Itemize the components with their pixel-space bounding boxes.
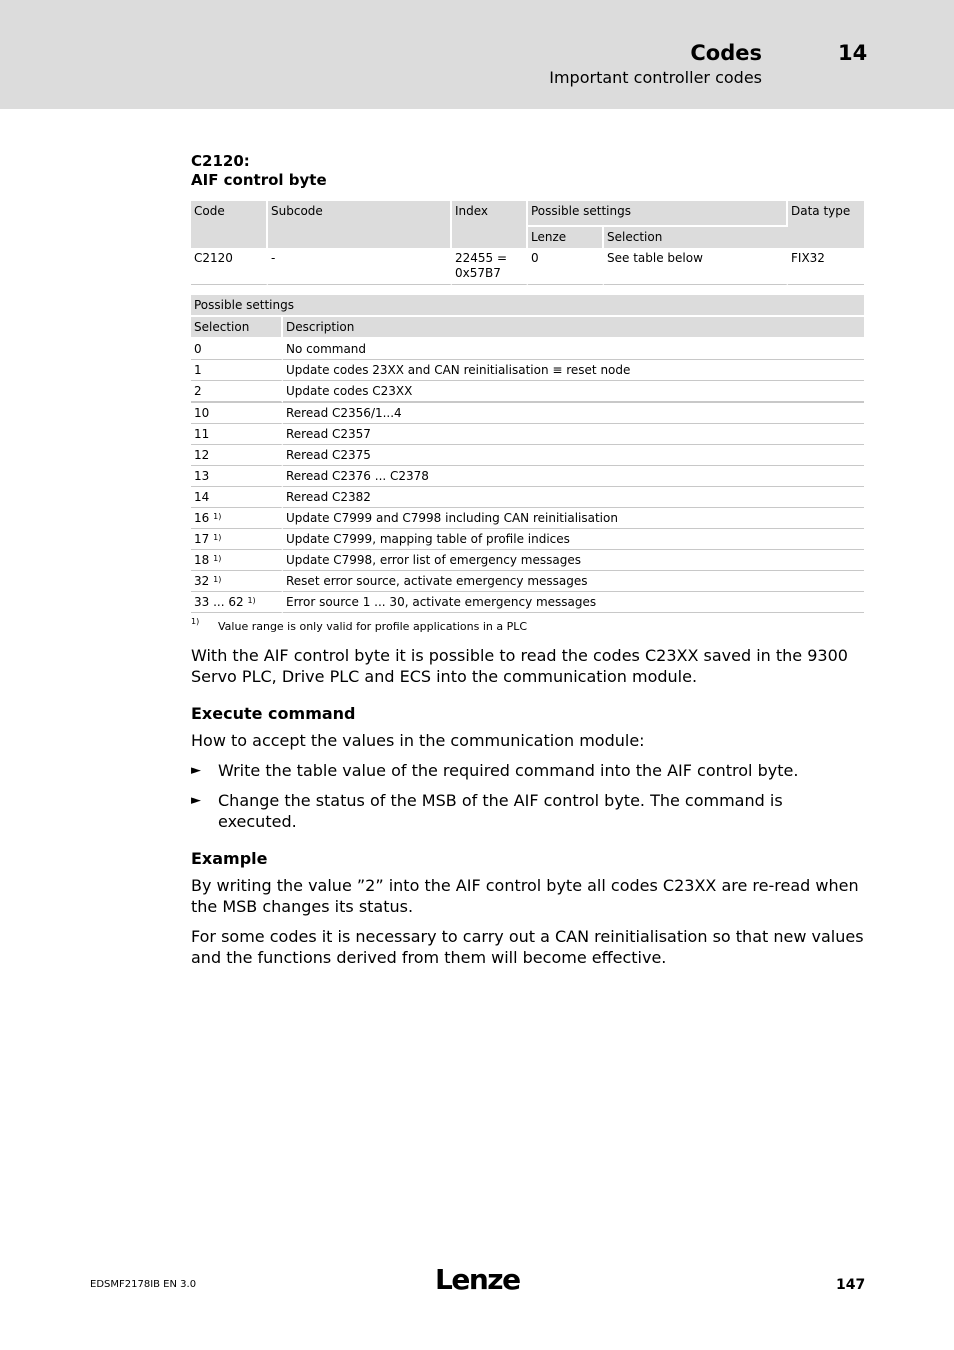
- col-data-type: Data type: [791, 204, 851, 218]
- footnote-ref: 1): [213, 575, 222, 584]
- cell-description: Update C7999 and C7998 including CAN reinitialisation: [283, 508, 864, 529]
- cell-description: Update C7998, error list of emergency messages: [283, 550, 864, 571]
- table-row: [191, 550, 864, 571]
- example-heading: Example: [191, 849, 268, 868]
- cell-code: C2120: [191, 248, 268, 285]
- cell-description: Update codes C23XX: [283, 381, 864, 403]
- settings-rows: [191, 339, 864, 613]
- settings-table-title: [191, 295, 864, 317]
- table-row: [191, 592, 864, 613]
- example-paragraph-2: For some codes it is necessary to carry out a CAN reinitialisation so that new values and the functions derived from them will become effective.: [191, 927, 864, 967]
- col-possible-settings: Possible settings: [528, 201, 788, 225]
- chapter-number: 14: [838, 41, 868, 65]
- selection-value: 11: [194, 427, 210, 441]
- selection-value: 13: [194, 469, 210, 483]
- code-title: [191, 152, 864, 190]
- bullet-arrow-icon: ►: [191, 763, 201, 778]
- bullet-arrow-icon: ►: [191, 793, 201, 808]
- cell-description: Reread C2382: [283, 487, 864, 508]
- table-row: [191, 445, 864, 466]
- cell-description: Reread C2357: [283, 424, 864, 445]
- bullet-item: [191, 790, 864, 832]
- code-title-line1: C2120:: [191, 152, 250, 170]
- footnote-text: Value range is only valid for profile applications in a PLC: [218, 620, 528, 633]
- cell-selection: [191, 403, 283, 424]
- cell-description: No command: [283, 339, 864, 360]
- settings-title: Possible settings: [191, 295, 864, 317]
- cell-selection: [191, 571, 283, 592]
- footnote-mark: 1): [191, 617, 200, 626]
- bullet-text: Change the status of the MSB of the AIF control byte. The command is executed.: [218, 791, 783, 831]
- bullet-text: Write the table value of the required command into the AIF control byte.: [218, 761, 799, 780]
- code-table-header: [191, 201, 864, 225]
- table-row: [191, 381, 864, 403]
- table-row: [191, 571, 864, 592]
- table-row: [191, 339, 864, 360]
- settings-table: [191, 295, 864, 613]
- cell-selection: [191, 424, 283, 445]
- cell-description: Reread C2376 ... C2378: [283, 466, 864, 487]
- table-row: [191, 403, 864, 424]
- table-row: [191, 424, 864, 445]
- cell-selection: See table below: [604, 248, 788, 285]
- example-paragraph-1: By writing the value ”2” into the AIF control byte all codes C23XX are re-read when the MSB changes its status.: [191, 876, 859, 916]
- selection-value: 12: [194, 448, 210, 462]
- cell-index-line1: 22455 =: [455, 251, 508, 265]
- code-title-line2: AIF control byte: [191, 171, 327, 189]
- col-code: Code: [191, 201, 268, 248]
- selection-value: 1: [194, 363, 202, 377]
- col-description: Description: [283, 317, 864, 339]
- footnote: [191, 617, 864, 634]
- selection-value: 17: [194, 532, 210, 546]
- execute-heading: Execute command: [191, 704, 356, 723]
- settings-table-header: [191, 317, 864, 339]
- selection-value: 0: [194, 342, 202, 356]
- cell-selection: [191, 445, 283, 466]
- cell-selection: [191, 592, 283, 613]
- selection-value: 14: [194, 490, 210, 504]
- cell-description: Reread C2356/1...4: [283, 403, 864, 424]
- cell-selection: [191, 381, 283, 403]
- cell-selection: [191, 466, 283, 487]
- chapter-title: Codes: [690, 41, 762, 65]
- cell-index-line2: 0x57B7: [455, 266, 501, 280]
- col-index: Index: [452, 201, 528, 248]
- code-table: [191, 201, 864, 285]
- table-row: [191, 466, 864, 487]
- cell-selection: [191, 339, 283, 360]
- cell-selection: [191, 508, 283, 529]
- bullet-item: [191, 760, 864, 781]
- cell-description: Reread C2375: [283, 445, 864, 466]
- col-lenze: Lenze: [528, 225, 604, 248]
- page-number: 147: [836, 1277, 866, 1293]
- cell-selection: [191, 487, 283, 508]
- cell-selection: [191, 529, 283, 550]
- selection-value: 10: [194, 406, 210, 420]
- col-subcode: Subcode: [268, 201, 452, 248]
- selection-value: 32: [194, 574, 210, 588]
- chapter-subtitle: Important controller codes: [549, 68, 762, 87]
- document-id: EDSMF2178IB EN 3.0: [90, 1279, 197, 1290]
- table-row: [191, 248, 864, 285]
- selection-value: 16: [194, 511, 210, 525]
- selection-value: 33 ... 62: [194, 595, 244, 609]
- col-selection: Selection: [191, 317, 283, 339]
- intro-paragraph: With the AIF control byte it is possible to read the codes C23XX saved in the 9300 Servo PLC, Drive PLC and ECS into the communication module.: [191, 646, 848, 686]
- cell-index: [452, 248, 528, 285]
- execute-text: How to accept the values in the communication module:: [191, 731, 645, 750]
- cell-lenze: 0: [528, 248, 604, 285]
- cell-description: Update C7999, mapping table of profile indices: [283, 529, 864, 550]
- selection-value: 2: [194, 384, 202, 398]
- table-row: [191, 487, 864, 508]
- selection-value: 18: [194, 553, 210, 567]
- page-header: [0, 0, 954, 109]
- cell-description: Reset error source, activate emergency messages: [283, 571, 864, 592]
- footnote-ref: 1): [213, 512, 222, 521]
- footnote-ref: 1): [247, 596, 256, 605]
- cell-description: Error source 1 ... 30, activate emergency messages: [283, 592, 864, 613]
- table-row: [191, 508, 864, 529]
- lenze-logo: Lenze: [435, 1263, 520, 1296]
- main-content: [191, 152, 864, 968]
- cell-description: Update codes 23XX and CAN reinitialisation ≡ reset node: [283, 360, 864, 381]
- cell-datatype: FIX32: [788, 248, 864, 285]
- cell-selection: [191, 360, 283, 381]
- cell-subcode: -: [268, 248, 452, 285]
- footnote-ref: 1): [213, 554, 222, 563]
- table-row: [191, 360, 864, 381]
- footnote-ref: 1): [213, 533, 222, 542]
- col-selection: Selection: [604, 225, 788, 248]
- table-row: [191, 529, 864, 550]
- cell-selection: [191, 550, 283, 571]
